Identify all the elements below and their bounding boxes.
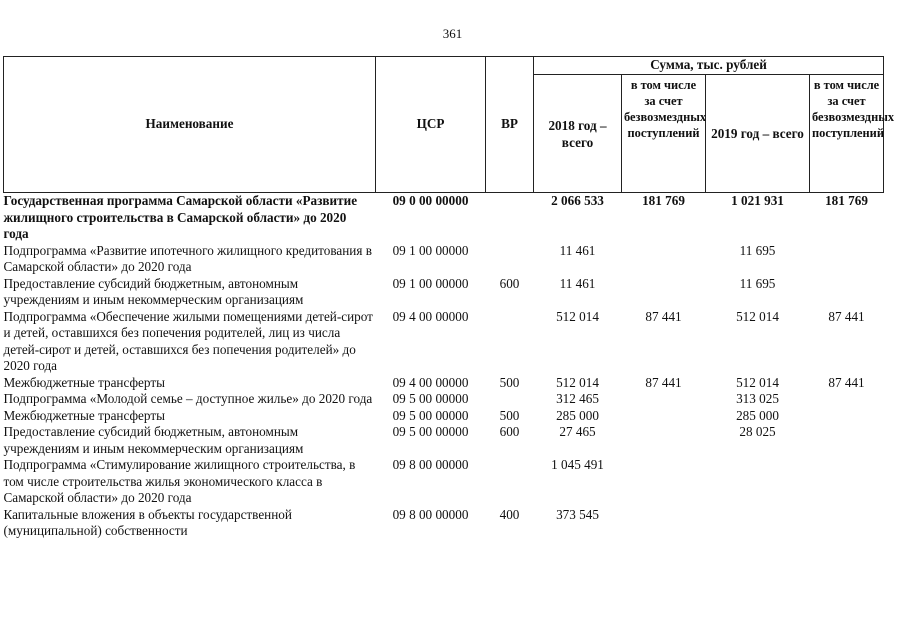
cell-vr: [486, 193, 534, 243]
cell-name: Подпрограмма «Развитие ипотечного жилищного кредитования в Самарской области» до 2020 года: [3, 242, 372, 274]
cell-csr: 09 0 00 00000: [392, 193, 469, 208]
cell-vr: 600: [499, 275, 520, 291]
cell-y2018: 11 461: [559, 242, 596, 258]
cell-csr: 09 8 00 00000: [392, 457, 469, 472]
cell-name: Подпрограмма «Обеспечение жилыми помещениями детей-сирот и детей, оставшихся без попечения родителей, лиц из числа детей-сирот и детей, оставшихся без попечения родителей» до 2020 года: [3, 308, 373, 373]
table-header: [4, 57, 895, 193]
cell-y2018: 373 545: [556, 506, 599, 522]
cell-y2018g: 87 441: [645, 308, 682, 324]
cell-y2018g: [622, 276, 706, 309]
cell-vr: [486, 391, 534, 408]
cell-csr: 09 1 00 00000: [392, 242, 469, 258]
table-row: [4, 424, 884, 457]
cell-name: Предоставление субсидий бюджетным, автономным учреждениям и иным некоммерческим организациям: [3, 275, 304, 307]
cell-y2019: 11 695: [739, 275, 776, 291]
cell-vr: 500: [499, 407, 520, 423]
table-row: [4, 391, 884, 408]
table-row: [4, 276, 884, 309]
budget-table: [3, 56, 895, 540]
header-vr: ВР: [486, 57, 534, 193]
header-2019-total: 2019 год – всего: [706, 75, 810, 193]
cell-y2018: 1 045 491: [551, 457, 604, 472]
cell-csr: 09 5 00 00000: [392, 391, 469, 406]
cell-name: Межбюджетные трансферты: [3, 374, 165, 390]
cell-vr: 500: [499, 374, 520, 390]
cell-y2019: 285 000: [736, 407, 779, 423]
cell-y2019: [706, 507, 810, 540]
cell-y2019: 512 014: [736, 374, 779, 390]
header-2018-total: 2018 год – всего: [534, 75, 622, 193]
cell-y2018g: [622, 507, 706, 540]
cell-y2018: 11 461: [559, 275, 596, 291]
cell-y2018g: 87 441: [645, 374, 682, 390]
cell-y2018g: [622, 424, 706, 457]
header-sum: Сумма, тыс. рублей: [534, 57, 884, 75]
cell-y2019: 1 021 931: [731, 193, 784, 208]
cell-y2018: 312 465: [556, 391, 599, 406]
cell-vr: [486, 457, 534, 507]
cell-y2018: 285 000: [556, 407, 599, 423]
cell-y2019g: [810, 408, 884, 425]
cell-csr: 09 4 00 00000: [392, 308, 469, 324]
cell-name: Подпрограмма «Молодой семье – доступное жилье» до 2020 года: [3, 391, 373, 406]
cell-y2018g: 181 769: [642, 193, 685, 208]
header-csr: ЦСР: [376, 57, 486, 193]
table-row: [4, 243, 884, 276]
cell-y2018g: [622, 391, 706, 408]
cell-vr: [486, 243, 534, 276]
cell-csr: 09 8 00 00000: [392, 506, 469, 522]
cell-name: Межбюджетные трансферты: [3, 407, 165, 423]
table-row: [4, 507, 884, 540]
cell-csr: 09 5 00 00000: [392, 424, 469, 439]
cell-y2019g: 87 441: [828, 374, 865, 390]
header-2018-gratuitous: в том числе за счет безвозмездных поступлений: [622, 75, 706, 193]
cell-y2018: 512 014: [556, 374, 599, 390]
cell-y2018: 512 014: [556, 308, 599, 324]
cell-y2019: 11 695: [739, 242, 776, 258]
cell-name: Капитальные вложения в объекты государственной (муниципальной) собственности: [3, 506, 292, 538]
cell-y2019g: 181 769: [825, 193, 868, 208]
cell-name: Предоставление субсидий бюджетным, автономным учреждениям и иным некоммерческим организациям: [3, 424, 304, 456]
cell-y2019: 28 025: [739, 424, 776, 439]
table-row: [4, 408, 884, 425]
page-number: 361: [442, 26, 463, 41]
cell-y2019g: [810, 424, 884, 457]
cell-y2019: 512 014: [736, 308, 779, 324]
cell-y2018g: [622, 243, 706, 276]
cell-csr: 09 4 00 00000: [392, 374, 469, 390]
cell-csr: 09 1 00 00000: [392, 275, 469, 291]
table-row: [4, 457, 884, 507]
cell-y2018g: [622, 457, 706, 507]
cell-y2019g: [810, 457, 884, 507]
header-name: Наименование: [4, 57, 376, 193]
table-row: [4, 193, 884, 243]
cell-y2019: [706, 457, 810, 507]
cell-vr: 400: [499, 506, 520, 522]
cell-y2019g: [810, 243, 884, 276]
cell-y2018g: [622, 408, 706, 425]
cell-y2019g: 87 441: [828, 308, 865, 324]
cell-name: Подпрограмма «Стимулирование жилищного строительства, в том числе строительства жилья экономического класса в Самарской области» до 2020 года: [3, 457, 356, 505]
cell-vr: 600: [499, 424, 520, 439]
table-row: [4, 309, 884, 375]
cell-name: Государственная программа Самарской области «Развитие жилищного строительства в Самарской области» до 2020 года: [3, 193, 358, 241]
table-row: [4, 375, 884, 392]
cell-y2018: 27 465: [559, 424, 596, 439]
header-2019-gratuitous: в том числе за счет безвозмездных поступлений: [810, 75, 884, 193]
cell-y2018: 2 066 533: [551, 193, 604, 208]
table-body: [4, 193, 884, 540]
cell-y2019g: [810, 507, 884, 540]
cell-y2019g: [810, 276, 884, 309]
cell-csr: 09 5 00 00000: [392, 407, 469, 423]
cell-y2019g: [810, 391, 884, 408]
cell-y2019: 313 025: [736, 391, 779, 406]
cell-vr: [486, 309, 534, 375]
